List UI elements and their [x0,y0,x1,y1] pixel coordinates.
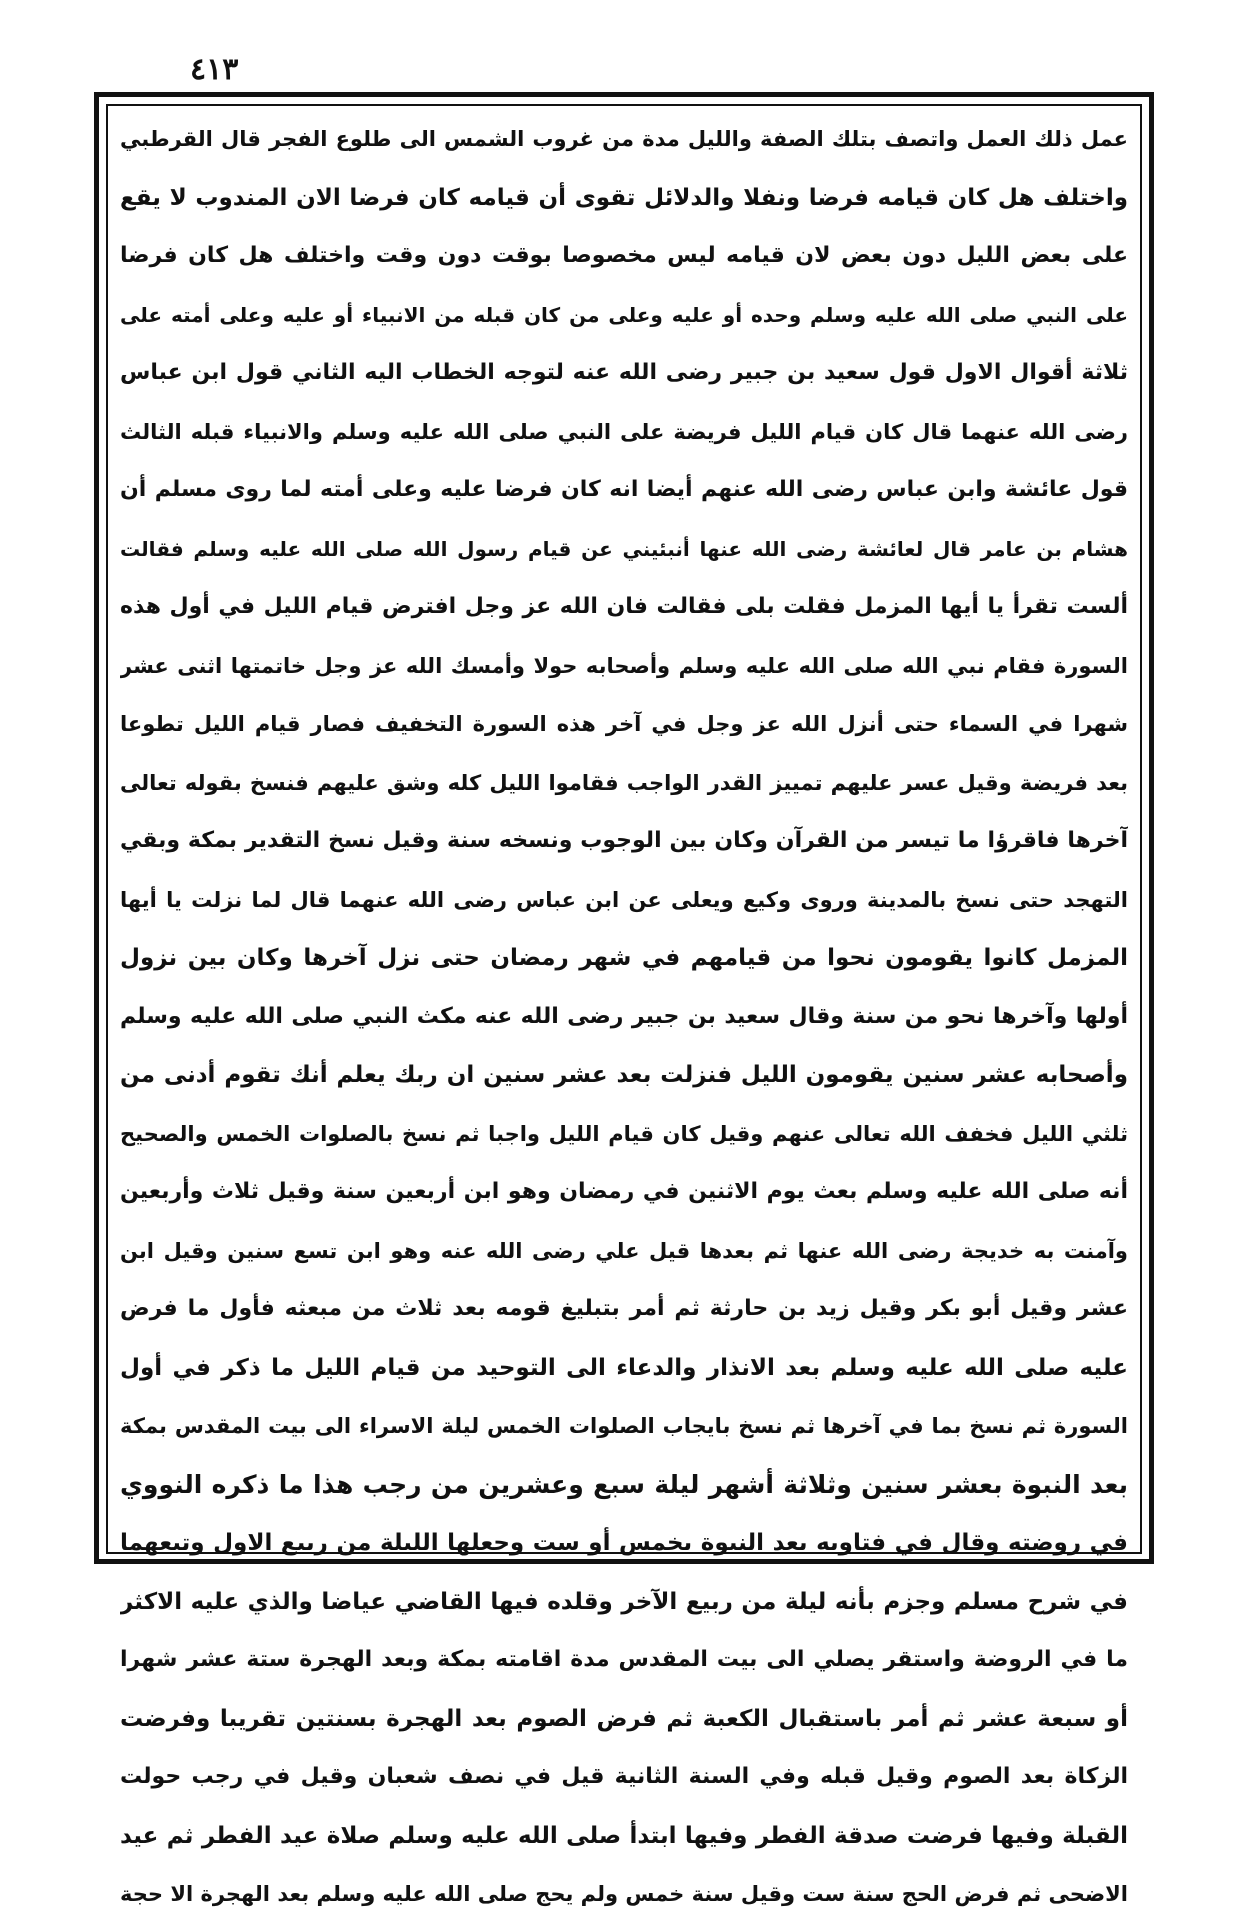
text-line: وآمنت به خديجة رضى الله عنها ثم بعدها قيل علي رضى الله عنه وهو ابن تسع سنين وقيل ابن [120,1238,1128,1263]
text-line: التهجد حتى نسخ بالمدينة وروى وكيع ويعلى عن ابن عباس رضى الله عنهما قال لما نزلت يا أيها [120,887,1128,912]
text-line: القبلة وفيها فرضت صدقة الفطر وفيها ابتدأ صلى الله عليه وسلم صلاة عيد الفطر ثم عيد [120,1822,1128,1849]
text-line: الزكاة بعد الصوم وقيل قبله وفي السنة الثانية قيل في نصف شعبان وقيل في رجب حولت [120,1764,1128,1789]
text-line: أو سبعة عشر ثم أمر باستقبال الكعبة ثم فرض الصوم بعد الهجرة بسنتين تقريبا وفرضت [120,1705,1128,1732]
text-line: السورة ثم نسخ بما في آخرها ثم نسخ بايجاب الصلوات الخمس ليلة الاسراء الى بيت المقدس بمكة [120,1414,1128,1438]
text-line: عليه صلى الله عليه وسلم بعد الانذار والدعاء الى التوحيد من قيام الليل ما ذكر في أول [120,1354,1128,1381]
text-line: أنه صلى الله عليه وسلم بعث يوم الاثنين في رمضان وهو ابن أربعين سنة وقيل ثلاث وأربعين [120,1179,1128,1204]
text-line: وأصحابه عشر سنين يقومون الليل فنزلت بعد عشر سنين ان ربك يعلم أنك تقوم أدنى من [120,1062,1128,1088]
text-line: ألست تقرأ يا أيها المزمل فقلت بلى فقالت فان الله عز وجل افترض قيام الليل في أول هذه [120,594,1128,619]
text-line: في روضته وقال في فتاويه بعد النبوة بخمس أو ست وجعلها الليلة من ربيع الاول وتبعهما [120,1530,1128,1556]
text-line: السورة فقام نبي الله صلى الله عليه وسلم وأصحابه حولا وأمسك الله عز وجل خاتمتها اثنى عشر [120,653,1128,678]
text-line: ما في الروضة واستقر يصلي الى بيت المقدس مدة اقامته بمكة وبعد الهجرة ستة عشر شهرا [120,1647,1128,1672]
body-text [120,110,1128,1924]
text-line: أولها وآخرها نحو من سنة وقال سعيد بن جبير رضى الله عنه مكث النبي صلى الله عليه وسلم [120,1003,1128,1029]
text-line: المزمل كانوا يقومون نحوا من قيامهم في شهر رمضان حتى نزل آخرها وكان بين نزول [120,945,1128,971]
text-line: شهرا في السماء حتى أنزل الله عز وجل في آخر هذه السورة التخفيف فصار قيام الليل تطوعا [120,712,1128,736]
text-line: رضى الله عنهما قال كان قيام الليل فريضة على النبي صلى الله عليه وسلم والانبياء قبله الثالث [120,419,1128,444]
text-line: على النبي صلى الله عليه وسلم وحده أو عليه وعلى من كان قبله من الانبياء أو عليه وعلى أمته على [120,302,1128,327]
text-line: عمل ذلك العمل واتصف بتلك الصفة والليل مدة من غروب الشمس الى طلوع الفجر قال القرطبي [120,127,1128,151]
text-line: ثلثي الليل فخفف الله تعالى عنهم وقيل كان قيام الليل واجبا ثم نسخ بالصلوات الخمس والصحيح [120,1121,1128,1146]
page-number: ٤١٣ [190,52,239,87]
text-line: هشام بن عامر قال لعائشة رضى الله عنها أنبئيني عن قيام رسول الله صلى الله عليه وسلم فقالت [120,536,1128,561]
text-line: على بعض الليل دون بعض لان قيامه ليس مخصوصا بوقت دون وقت واختلف هل كان فرضا [120,243,1128,268]
text-line: في شرح مسلم وجزم بأنه ليلة من ربيع الآخر وقلده فيها القاضي عياضا والذي عليه الاكثر [120,1588,1128,1615]
text-line: الاضحى ثم فرض الحج سنة ست وقيل سنة خمس ولم يحج صلى الله عليه وسلم بعد الهجرة الا حجة [120,1882,1128,1906]
text-line: بعد فريضة وقيل عسر عليهم تمييز القدر الواجب فقاموا الليل كله وشق عليهم فنسخ بقوله تعالى [120,770,1128,795]
text-line: واختلف هل كان قيامه فرضا ونفلا والدلائل تقوى أن قيامه كان فرضا الان المندوب لا يقع [120,184,1128,211]
text-frame [106,104,1142,1906]
text-line: ثلاثة أقوال الاول قول سعيد بن جبير رضى الله عنه لتوجه الخطاب اليه الثاني قول ابن عباس [120,360,1128,385]
text-line: عشر وقيل أبو بكر وقيل زيد بن حارثة ثم أمر بتبليغ قومه بعد ثلاث من مبعثه فأول ما فرض [120,1296,1128,1321]
text-line: آخرها فاقرؤا ما تيسر من القرآن وكان بين الوجوب ونسخه سنة وقيل نسخ التقدير بمكة وبقي [120,828,1128,853]
text-line: قول عائشة وابن عباس رضى الله عنهم أيضا انه كان فرضا عليه وعلى أمته لما روى مسلم أن [120,477,1128,502]
text-line: بعد النبوة بعشر سنين وثلاثة أشهر ليلة سبع وعشرين من رجب هذا ما ذكره النووي [120,1469,1128,1499]
